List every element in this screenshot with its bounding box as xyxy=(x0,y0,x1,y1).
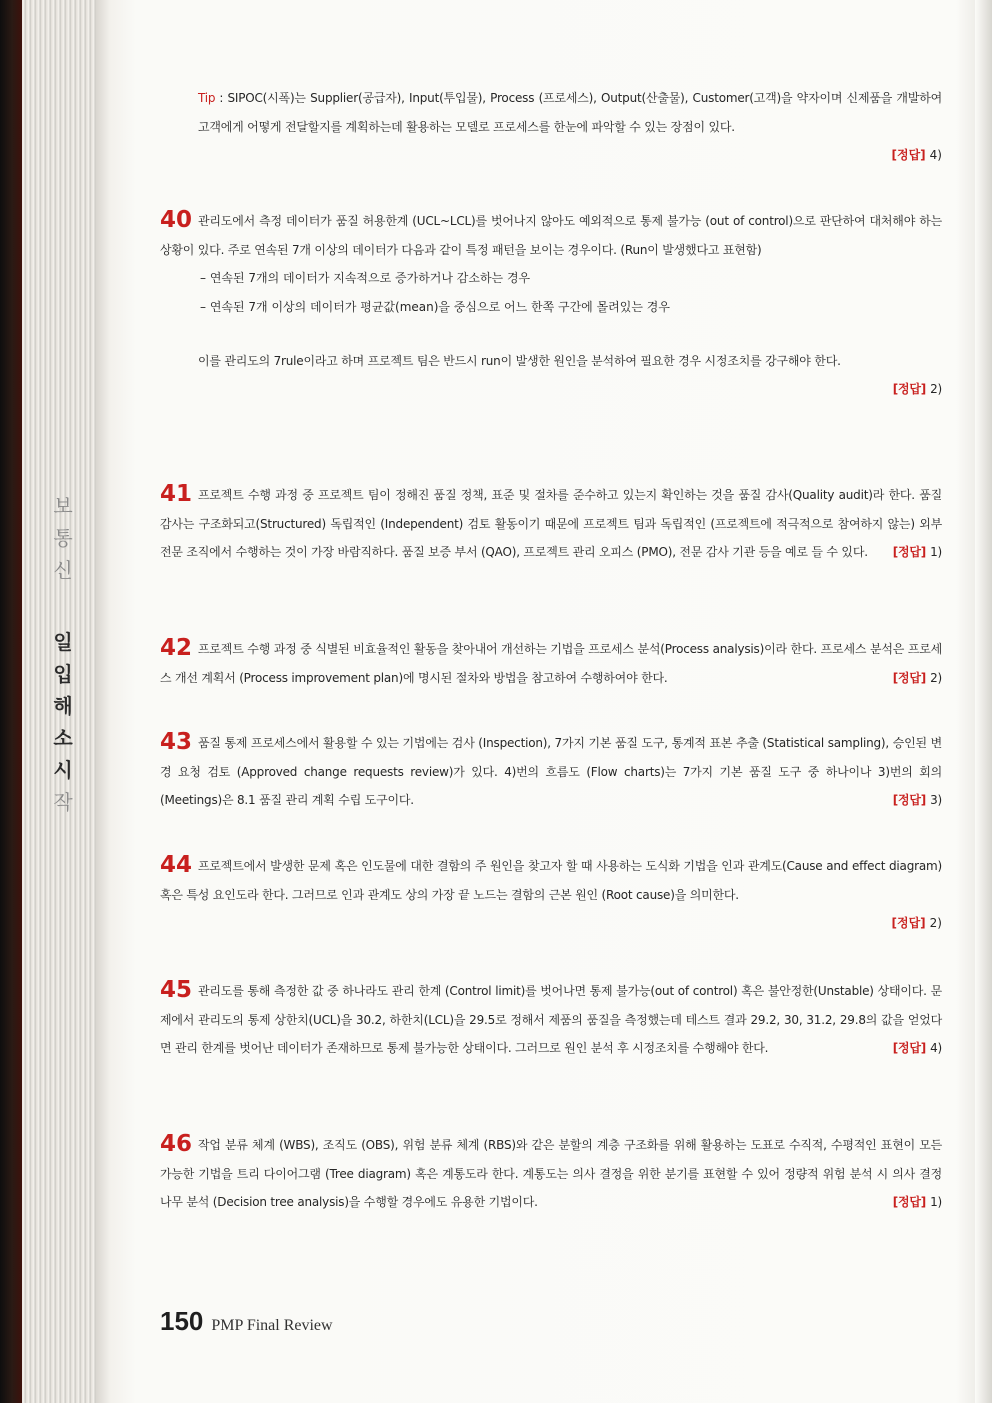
question-41 xyxy=(160,480,942,567)
question-43 xyxy=(160,728,942,815)
question-number: 44 xyxy=(160,852,193,878)
answer-value: 2) xyxy=(930,670,942,685)
tip-label: Tip xyxy=(198,91,216,105)
question-40 xyxy=(160,206,942,404)
tip-paragraph xyxy=(198,84,942,141)
question-body: 작업 분류 체계 (WBS), 조직도 (OBS), 위험 분류 체계 (RBS)와 같은 분할의 계층 구조화를 위해 활용하는 도표로 수직적, 수평적인 표현이 모든 가능한 기법을 트리 다이어그램 (Tree diagram) 혹은 계통도라 한다. 계통도는 의사 결정을 위한 분기를 표현할 수 있어 정량적 위험 분석 시 의사 결정 나무 분석 (Decision tree analysis)을 수행할 경우에도 유용한 기법이다. xyxy=(160,1138,942,1209)
question-42 xyxy=(160,634,942,692)
question-text xyxy=(160,1130,942,1217)
answer-tag: [정답] xyxy=(892,382,927,396)
answer-tag: [정답] xyxy=(891,148,926,162)
bullet-item: – 연속된 7개의 데이터가 지속적으로 증가하거나 감소하는 경우 xyxy=(200,264,942,293)
bullet-list xyxy=(160,264,942,321)
answer-value: 1) xyxy=(930,545,942,559)
question-45 xyxy=(160,976,942,1063)
bullet-item: – 연속된 7개 이상의 데이터가 평균값(mean)을 중심으로 어느 한쪽 구간에 몰려있는 경우 xyxy=(200,293,942,322)
tip-block xyxy=(198,84,942,170)
answer-value: 4) xyxy=(930,1041,942,1055)
question-number: 40 xyxy=(160,207,193,233)
question-number: 42 xyxy=(160,635,193,661)
answer-tag: [정답] xyxy=(892,670,927,685)
spine-char: 일 xyxy=(53,630,73,654)
tip-answer xyxy=(198,141,942,170)
answer-value: 2) xyxy=(929,916,942,930)
spine-char: 해 xyxy=(53,694,73,718)
question-body: 프로젝트에서 발생한 문제 혹은 인도물에 대한 결함의 주 원인을 찾고자 할 때 사용하는 도식화 기법을 인과 관계도(Cause and effect diagram) 혹은 특성 요인도라 한다. 그러므로 인과 관계도 상의 가장 끝 노드는 결함의 근본 원인 (Root cause)을 의미한다. xyxy=(160,859,942,902)
spine-char: 신 xyxy=(53,558,73,582)
question-text xyxy=(160,634,942,692)
question-number: 46 xyxy=(160,1131,193,1157)
answer-value: 3) xyxy=(930,793,942,807)
answer-tag: [정답] xyxy=(892,1195,927,1209)
page-number: 150 xyxy=(160,1306,204,1336)
spine-char: 보 xyxy=(53,494,73,518)
book-title: PMP Final Review xyxy=(211,1317,333,1334)
spine-char: 시 xyxy=(53,758,73,782)
question-text xyxy=(160,976,942,1063)
question-body: 품질 통제 프로세스에서 활용할 수 있는 기법에는 검사 (Inspection), 7가지 기본 품질 도구, 통계적 표본 추출 (Statistical sampling), 승인된 변경 요청 검토 (Approved change requests review)가 있다. 4)번의 흐름도 (Flow charts)는 7가지 기본 품질 도구 중 하나이나 3)번의 회의 (Meetings)은 8.1 품질 관리 계획 수립 도구이다. xyxy=(160,736,942,807)
question-body: 관리도를 통해 측정한 값 중 하나라도 관리 한계 (Control limit)를 벗어나면 통제 불가능(out of control) 혹은 불안정한(Unstable) 상태이다. 문제에서 관리도의 통제 상한치(UCL)을 30.2, 하한치(LCL)을 29.5로 정해서 제품의 품질을 측정했는데 테스트 결과 29.2, 30, 31.2, 29.8의 값을 얻었다면 관리 한계를 벗어난 데이터가 존재하므로 통제 불가능한 상태이다. 그러므로 원인 분석 후 시정조치를 수행해야 한다. xyxy=(160,984,942,1055)
question-text xyxy=(160,480,942,567)
question-number: 43 xyxy=(160,729,193,755)
question-body: 프로젝트 수행 과정 중 식별된 비효율적인 활동을 찾아내어 개선하는 기법을 프로세스 분석(Process analysis)이라 한다. 프로세스 분석은 프로세스 개선 계획서 (Process improvement plan)에 명시된 절차와 방법을 참고하여 수행하여야 한다. xyxy=(160,642,942,685)
answer-value: 4) xyxy=(929,148,942,162)
spine-char: 통 xyxy=(53,526,73,550)
spine-char: 작 xyxy=(53,790,73,814)
question-body-2: 이를 관리도의 7rule이라고 하며 프로젝트 팀은 반드시 run이 발생한 원인을 분석하여 필요한 경우 시정조치를 강구해야 한다. xyxy=(198,354,841,368)
answer-value: 2) xyxy=(930,382,942,396)
question-body: 프로젝트 수행 과정 중 프로젝트 팀이 정해진 품질 정책, 표준 및 절차를 준수하고 있는지 확인하는 것을 품질 감사(Quality audit)라 한다. 품질 감사는 구조화되고(Structured) 독립적인 (Independent) 검토 활동이기 때문에 프로젝트 팀과 독립적인 (프로젝트에 적극적으로 참여하지 않는) 외부 전문 조직에서 수행하는 것이 가장 바람직하다. 품질 보증 부서 (QAO), 프로젝트 관리 오피스 (PMO), 전문 감사 기관 등을 예로 들 수 있다. xyxy=(160,488,942,559)
spine-char: 소 xyxy=(53,726,73,750)
question-44 xyxy=(160,851,942,938)
answer-tag: [정답] xyxy=(892,545,927,559)
question-46 xyxy=(160,1130,942,1217)
answer-tag: [정답] xyxy=(892,793,927,807)
spine-label xyxy=(50,490,76,818)
question-number: 41 xyxy=(160,481,193,507)
answer-tag: [정답] xyxy=(891,916,926,930)
spine-char: 입 xyxy=(53,662,73,686)
page-right-edge xyxy=(975,0,992,1403)
page-footer xyxy=(160,1306,333,1337)
question-44-answer xyxy=(160,909,942,938)
question-text xyxy=(160,206,942,264)
answer-value: 1) xyxy=(930,1195,942,1209)
question-number: 45 xyxy=(160,977,193,1003)
question-text xyxy=(160,851,942,909)
question-text xyxy=(160,728,942,815)
answer-tag: [정답] xyxy=(892,1041,927,1055)
question-body: 관리도에서 측정 데이터가 품질 허용한계 (UCL~LCL)를 벗어나지 않아도 예외적으로 통제 불가능 (out of control)으로 판단하여 대처해야 하는 상황이 있다. 주로 연속된 7개 이상의 데이터가 다음과 같이 특정 패턴을 보이는 경우이다. (Run이 발생했다고 표현함) xyxy=(160,214,942,257)
question-text-2 xyxy=(160,347,942,396)
tip-text: : SIPOC(시폭)는 Supplier(공급자), Input(투입물), Process (프로세스), Output(산출물), Customer(고객)을 약자이며 신제품을 개발하여 고객에게 어떻게 전달할지를 계획하는데 활용하는 모델로 프로세스를 한눈에 파악할 수 있는 장점이 있다. xyxy=(198,91,942,134)
